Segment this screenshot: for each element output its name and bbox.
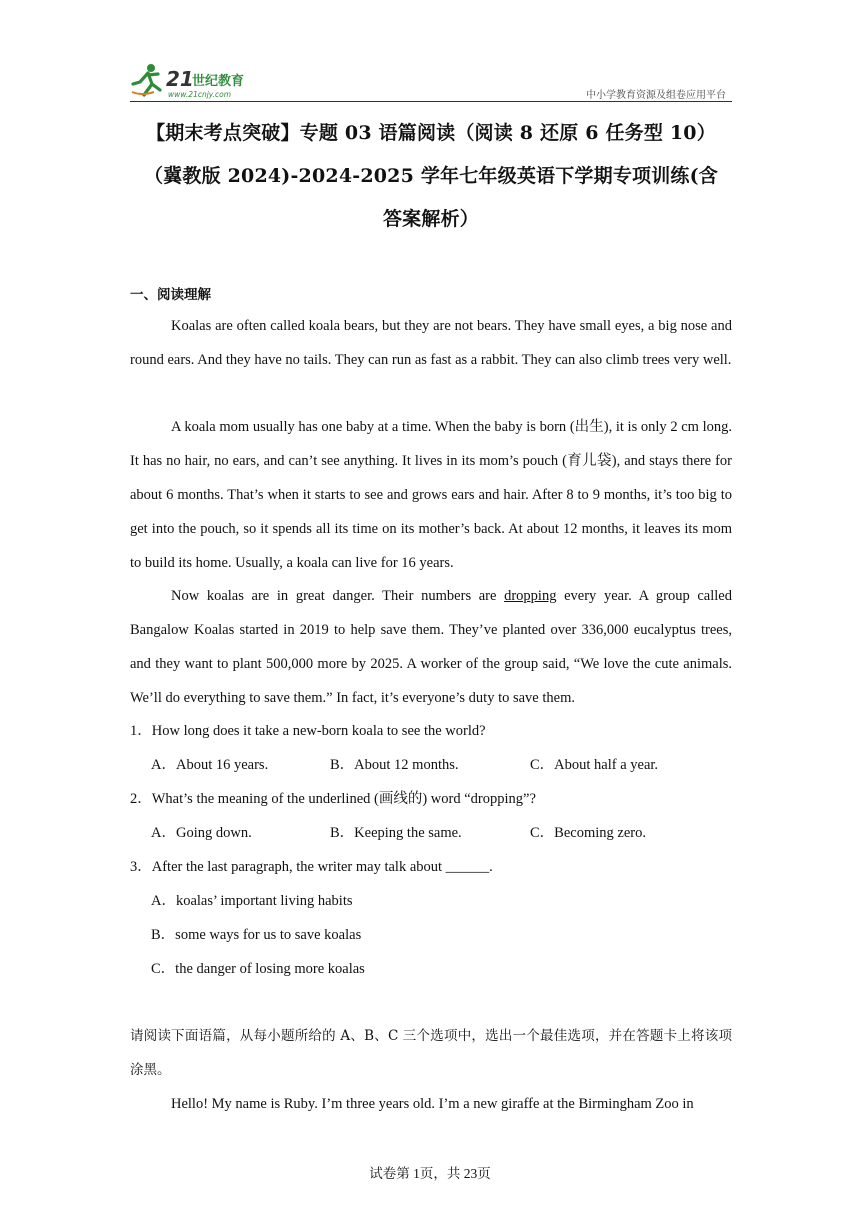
- header-divider: [130, 101, 732, 102]
- svg-text:21: 21: [166, 67, 194, 91]
- passage-paragraph-3: [130, 579, 732, 715]
- title-line-3: 答案解析）: [382, 208, 479, 230]
- section-instructions: 请阅读下面语篇，从每小题所给的 A、B、C 三个选项中，选出一个最佳选项，并在答题卡上将该项涂黑。: [130, 1028, 732, 1078]
- title-line-2: （冀教版 2024)-2024-2025 学年七年级英语下学期专项训练(含: [143, 165, 719, 187]
- svg-text:www.21cnjy.com: www.21cnjy.com: [168, 90, 232, 99]
- paragraph-3-text-before: Now koalas are in great danger. Their numbers are: [171, 588, 505, 604]
- paragraph-3-text-after: every year. A group called Bangalow Koalas started in 2019 to help save them. They’ve planted over 336,000 eucalyptus trees, and they want to plant 500,000 more by 2025. A worker of the group said, “We love the cute animals. We’ll do everything to save them.” In fact, it’s everyone’s duty to save them.: [130, 588, 732, 706]
- question-3-option-c[interactable]: C．the danger of losing more koalas: [151, 961, 365, 977]
- question-3-option-a[interactable]: A．koalas’ important living habits: [151, 893, 353, 909]
- question-2-option-b[interactable]: B．Keeping the same.: [330, 825, 462, 841]
- question-1-stem: 1．How long does it take a new-born koala to see the world?: [130, 723, 486, 739]
- question-1-option-a[interactable]: A．About 16 years.: [151, 757, 269, 773]
- runner-icon: [132, 64, 160, 95]
- question-2-option-c[interactable]: C．Becoming zero.: [530, 825, 646, 841]
- platform-label: 中小学教育资源及组卷应用平台: [586, 90, 726, 101]
- page-header: [130, 62, 730, 102]
- question-2-stem: 2．What’s the meaning of the underlined (画线的) word “dropping”?: [130, 791, 536, 807]
- passage-paragraph-1: Koalas are often called koala bears, but they are not bears. They have small eyes, a big nose and round ears. And they have no tails. They can run as fast as a rabbit. They can also climb trees very well.: [130, 318, 732, 368]
- passage-paragraph-2: A koala mom usually has one baby at a time. When the baby is born (出生), it is only 2 cm long. It has no hair, no ears, and can’t see anything. It lives in its mom’s pouch (育儿袋), and stays there for about 6 months. That’s when it starts to see and grows ears and hair. After 8 to 9 months, it’s too big to get into the pouch, so it spends all its time on its mother’s back. At about 12 months, it leaves its mom to build its home. Usually, a koala can live for 16 years.: [130, 419, 732, 571]
- question-1-option-b[interactable]: B．About 12 months.: [330, 757, 459, 773]
- question-1-option-c[interactable]: C．About half a year.: [530, 757, 659, 773]
- title-line-1: 【期末考点突破】专题 03 语篇阅读（阅读 8 还原 6 任务型 10）: [146, 122, 716, 144]
- passage-2-paragraph-1: Hello! My name is Ruby. I’m three years old. I’m a new giraffe at the Birmingham Zoo in: [171, 1096, 694, 1112]
- question-3-option-b[interactable]: B．some ways for us to save koalas: [151, 927, 362, 943]
- question-2-option-a[interactable]: A．Going down.: [151, 825, 252, 841]
- underlined-word: dropping: [504, 588, 557, 604]
- question-3-stem: 3．After the last paragraph, the writer may talk about ______.: [130, 859, 493, 875]
- page-footer: 试卷第 1页，共 23页: [369, 1166, 491, 1181]
- document-title: [128, 112, 734, 241]
- svg-text:世纪教育: 世纪教育: [192, 74, 245, 89]
- section-heading: 一、阅读理解: [130, 287, 211, 303]
- site-logo: [130, 62, 270, 100]
